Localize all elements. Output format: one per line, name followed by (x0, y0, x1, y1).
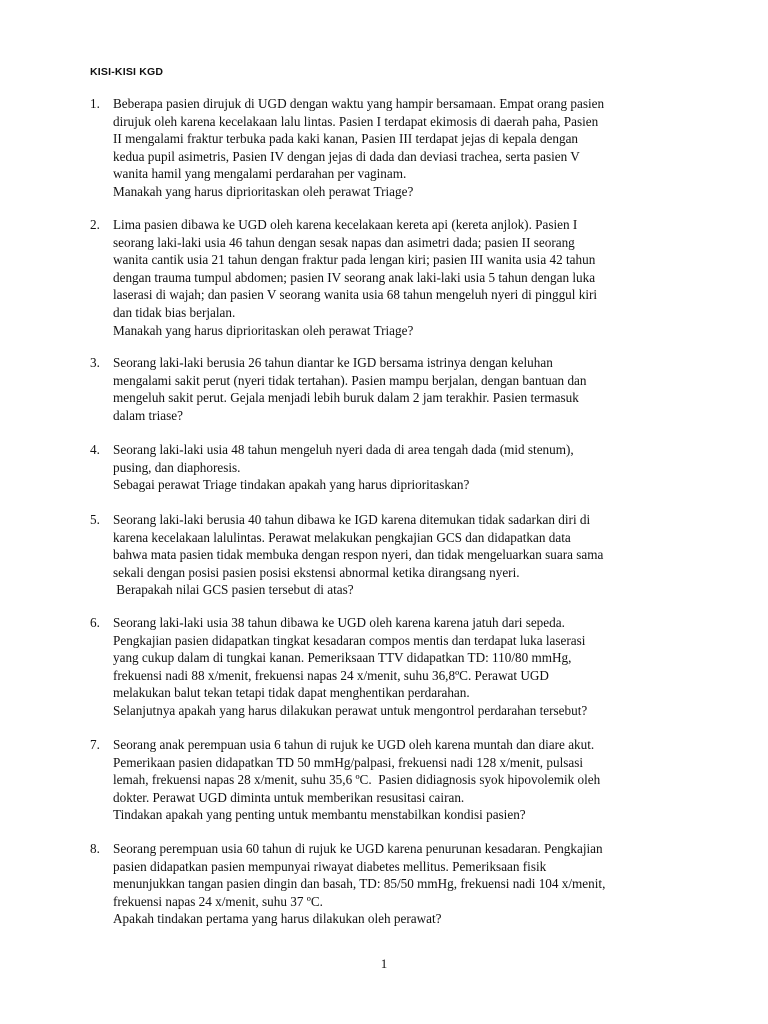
question-line: Tindakan apakah yang penting untuk membantu menstabilkan kondisi pasien? (113, 807, 526, 823)
document-title: KISI-KISI KGD (90, 66, 164, 78)
question-text (113, 441, 691, 494)
question-number: 6. (90, 615, 100, 630)
question-line: seorang laki-laki usia 46 tahun dengan sesak napas dan asimetri dada; pasien II seorang (113, 234, 575, 250)
question-number: 5. (90, 512, 100, 527)
question-line: dengan trauma tumpul abdomen; pasien IV seorang anak laki-laki usia 5 tahun dengan luka (113, 269, 596, 285)
question-line: dokter. Perawat UGD diminta untuk memberikan resusitasi cairan. (113, 789, 465, 805)
question-line: frekuensi nadi 88 x/menit, frekuensi napas 24 x/menit, suhu 36,8ºC. Perawat UGD (113, 667, 549, 683)
question-line: dirujuk oleh karena kecelakaan lalu lintas. Pasien I terdapat ekimosis di daerah paha, Pasien (113, 113, 599, 129)
question-line: Seorang perempuan usia 60 tahun di rujuk ke UGD karena penurunan kesadaran. Pengkajian (113, 841, 603, 856)
question-line: Seorang laki-laki usia 48 tahun mengeluh nyeri dada di area tengah dada (mid stenum), (113, 442, 574, 457)
question-line: wanita cantik usia 21 tahun dengan fraktur pada lengan kiri; pasien III wanita usia 42 tahun (113, 252, 596, 268)
question-line: Manakah yang harus diprioritaskan oleh perawat Triage? (113, 322, 414, 338)
question-text (113, 840, 691, 928)
question-text (113, 511, 691, 599)
question-line: II mengalami fraktur terbuka pada kaki kanan, Pasien III terdapat jejas di kepala dengan (113, 131, 579, 147)
question-line: dalam triase? (113, 407, 183, 423)
question-number: 3. (90, 355, 100, 370)
question-text (113, 614, 691, 720)
question-line: Seorang laki-laki usia 38 tahun dibawa ke UGD oleh karena karena jatuh dari sepeda. (113, 615, 565, 630)
question-line: Seorang laki-laki berusia 26 tahun diantar ke IGD bersama istrinya dengan keluhan (113, 355, 553, 370)
question-number: 7. (90, 737, 100, 752)
question-line: pusing, dan diaphoresis. (113, 459, 241, 475)
question-number: 1. (90, 96, 100, 111)
question-line: Lima pasien dibawa ke UGD oleh karena kecelakaan kereta api (kereta anjlok). Pasien I (113, 217, 578, 232)
question-line: Manakah yang harus diprioritaskan oleh perawat Triage? (113, 183, 414, 199)
question-text (113, 95, 691, 201)
question-line: kedua pupil asimetris, Pasien IV dengan jejas di dada dan deviasi trachea, serta pasien V (113, 148, 580, 164)
question-line: dan tidak bias berjalan. (113, 304, 236, 320)
question-line: wanita hamil yang mengalami perdarahan per vaginam. (113, 166, 407, 182)
page-number: 1 (380, 956, 388, 971)
question-line: Selanjutnya apakah yang harus dilakukan perawat untuk mengontrol perdarahan tersebut? (113, 702, 588, 718)
question-line: melakukan balut tekan tetapi tidak dapat menghentikan perdarahan. (113, 685, 470, 701)
question-number: 4. (90, 442, 100, 457)
question-text (113, 354, 691, 424)
question-line: Seorang laki-laki berusia 40 tahun dibawa ke IGD karena ditemukan tidak sadarkan diri di (113, 512, 591, 527)
question-line: sekali dengan posisi pasien posisi ekstensi abnormal ketika dirangsang nyeri. (113, 564, 520, 580)
question-line: mengeluh sakit perut. Gejala menjadi lebih buruk dalam 2 jam terakhir. Pasien termasuk (113, 390, 579, 406)
question-line: Pengkajian pasien didapatkan tingkat kesadaran compos mentis dan terdapat luka laserasi (113, 632, 586, 648)
question-line: Pemerikaan pasien didapatkan TD 50 mmHg/palpasi, frekuensi nadi 128 x/menit, pulsasi (113, 754, 584, 770)
question-text (113, 216, 691, 339)
question-line: mengalami sakit perut (nyeri tidak tertahan). Pasien mampu berjalan, dengan bantuan dan (113, 372, 587, 388)
question-line: pasien didapatkan pasien mempunyai riwayat diabetes mellitus. Pemeriksaan fisik (113, 858, 547, 874)
question-line: Berapakah nilai GCS pasien tersebut di atas? (113, 582, 354, 598)
question-line: Seorang anak perempuan usia 6 tahun di rujuk ke UGD oleh karena muntah dan diare akut. (113, 737, 595, 752)
question-line: Beberapa pasien dirujuk di UGD dengan waktu yang hampir bersamaan. Empat orang pasien (113, 96, 605, 111)
question-text (113, 736, 691, 824)
question-line: frekuensi napas 24 x/menit, suhu 37 ºC. (113, 893, 323, 909)
question-line: Sebagai perawat Triage tindakan apakah yang harus diprioritaskan? (113, 477, 470, 493)
question-line: laserasi di wajah; dan pasien V seorang wanita usia 68 tahun mengeluh nyeri di pinggul kiri (113, 287, 598, 303)
question-line: karena kecelakaan lalulintas. Perawat melakukan pengkajian GCS dan didapatkan data (113, 529, 571, 545)
question-line: lemah, frekuensi napas 28 x/menit, suhu 35,6 ºC. Pasien didiagnosis syok hipovolemik oleh (113, 772, 601, 788)
question-line: yang cukup dalam di tungkai kanan. Pemeriksaan TTV didapatkan TD: 110/80 mmHg, (113, 650, 572, 666)
question-number: 8. (90, 841, 100, 856)
question-line: menunjukkan tangan pasien dingin dan basah, TD: 85/50 mmHg, frekuensi nadi 104 x/menit, (113, 876, 606, 892)
question-line: bahwa mata pasien tidak membuka dengan respon nyeri, dan tidak mengeluarkan suara sama (113, 547, 604, 563)
question-line: Apakah tindakan pertama yang harus dilakukan oleh perawat? (113, 911, 442, 927)
question-number: 2. (90, 217, 100, 232)
